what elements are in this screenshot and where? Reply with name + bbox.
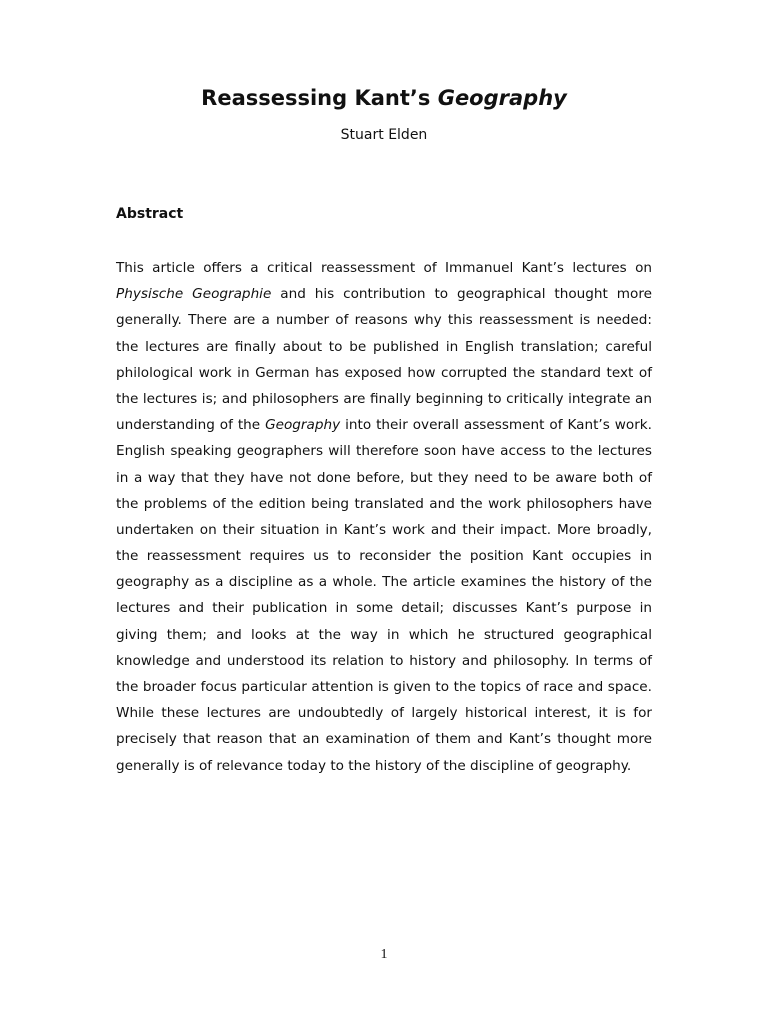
abstract-italic-text: Geography (265, 417, 341, 434)
abstract-text: knowledge and understood its relation to history and philosophy. In terms of (116, 652, 652, 669)
abstract-line (116, 491, 652, 517)
abstract-text: the reassessment requires us to reconsider the position Kant occupies in (116, 548, 652, 565)
paper-title (0, 86, 768, 110)
abstract-line (116, 622, 652, 648)
abstract-text: the problems of the edition being translated and the work philosophers have (116, 495, 652, 512)
abstract-text: the lectures are finally about to be published in English translation; careful (116, 338, 652, 355)
abstract-text: philological work in German has exposed how corrupted the standard text of (116, 364, 652, 381)
abstract-line (116, 281, 652, 307)
abstract-line (116, 517, 652, 543)
abstract-text: precisely that reason that an examination of them and Kant’s thought more (116, 731, 652, 748)
abstract-text: understanding of the (116, 417, 266, 434)
abstract-line (116, 386, 652, 412)
abstract-line (116, 307, 652, 333)
abstract-text: into their overall assessment of Kant’s work. (340, 417, 652, 434)
abstract-text: generally is of relevance today to the history of the discipline of geography. (116, 757, 632, 774)
abstract-line (116, 648, 652, 674)
abstract-text: in a way that they have not done before, but they need to be aware both of (116, 469, 652, 486)
abstract-line (116, 595, 652, 621)
abstract-line (116, 412, 652, 438)
paper-title-main: Reassessing Kant’s (201, 86, 438, 110)
abstract-line (116, 700, 652, 726)
abstract-text: geography as a discipline as a whole. The article examines the history of the (116, 574, 652, 591)
abstract-text: lectures and their publication in some detail; discusses Kant’s purpose in (116, 600, 652, 617)
abstract-text: the lectures is; and philosophers are finally beginning to critically integrate an (116, 390, 652, 407)
abstract-line (116, 674, 652, 700)
abstract-text: English speaking geographers will therefore soon have access to the lectures (116, 443, 652, 460)
abstract-text: This article offers a critical reassessment of Immanuel Kant’s lectures on (116, 260, 652, 276)
abstract-line (116, 438, 652, 464)
abstract-italic-text: Physische Geographie (116, 286, 272, 303)
abstract-text: generally. There are a number of reasons why this reassessment is needed: (116, 312, 652, 329)
abstract-heading: Abstract (116, 206, 184, 222)
abstract-line (116, 543, 652, 569)
paper-title-italic: Geography (437, 86, 567, 110)
abstract-text: giving them; and looks at the way in which he structured geographical (116, 626, 652, 643)
abstract-text: undertaken on their situation in Kant’s work and their impact. More broadly, (116, 521, 652, 538)
abstract-line (116, 753, 652, 779)
abstract-line (116, 255, 652, 281)
page-number: 1 (380, 947, 388, 962)
abstract-body (116, 255, 652, 779)
abstract-text: and his contribution to geographical thought more (271, 286, 652, 303)
abstract-text: the broader focus particular attention is given to the topics of race and space. (116, 679, 652, 695)
abstract-text: While these lectures are undoubtedly of largely historical interest, it is for (116, 705, 652, 722)
abstract-line (116, 360, 652, 386)
abstract-line (116, 569, 652, 595)
abstract-line (116, 334, 652, 360)
abstract-line (116, 465, 652, 491)
abstract-line (116, 726, 652, 752)
author-name: Stuart Elden (340, 127, 428, 143)
